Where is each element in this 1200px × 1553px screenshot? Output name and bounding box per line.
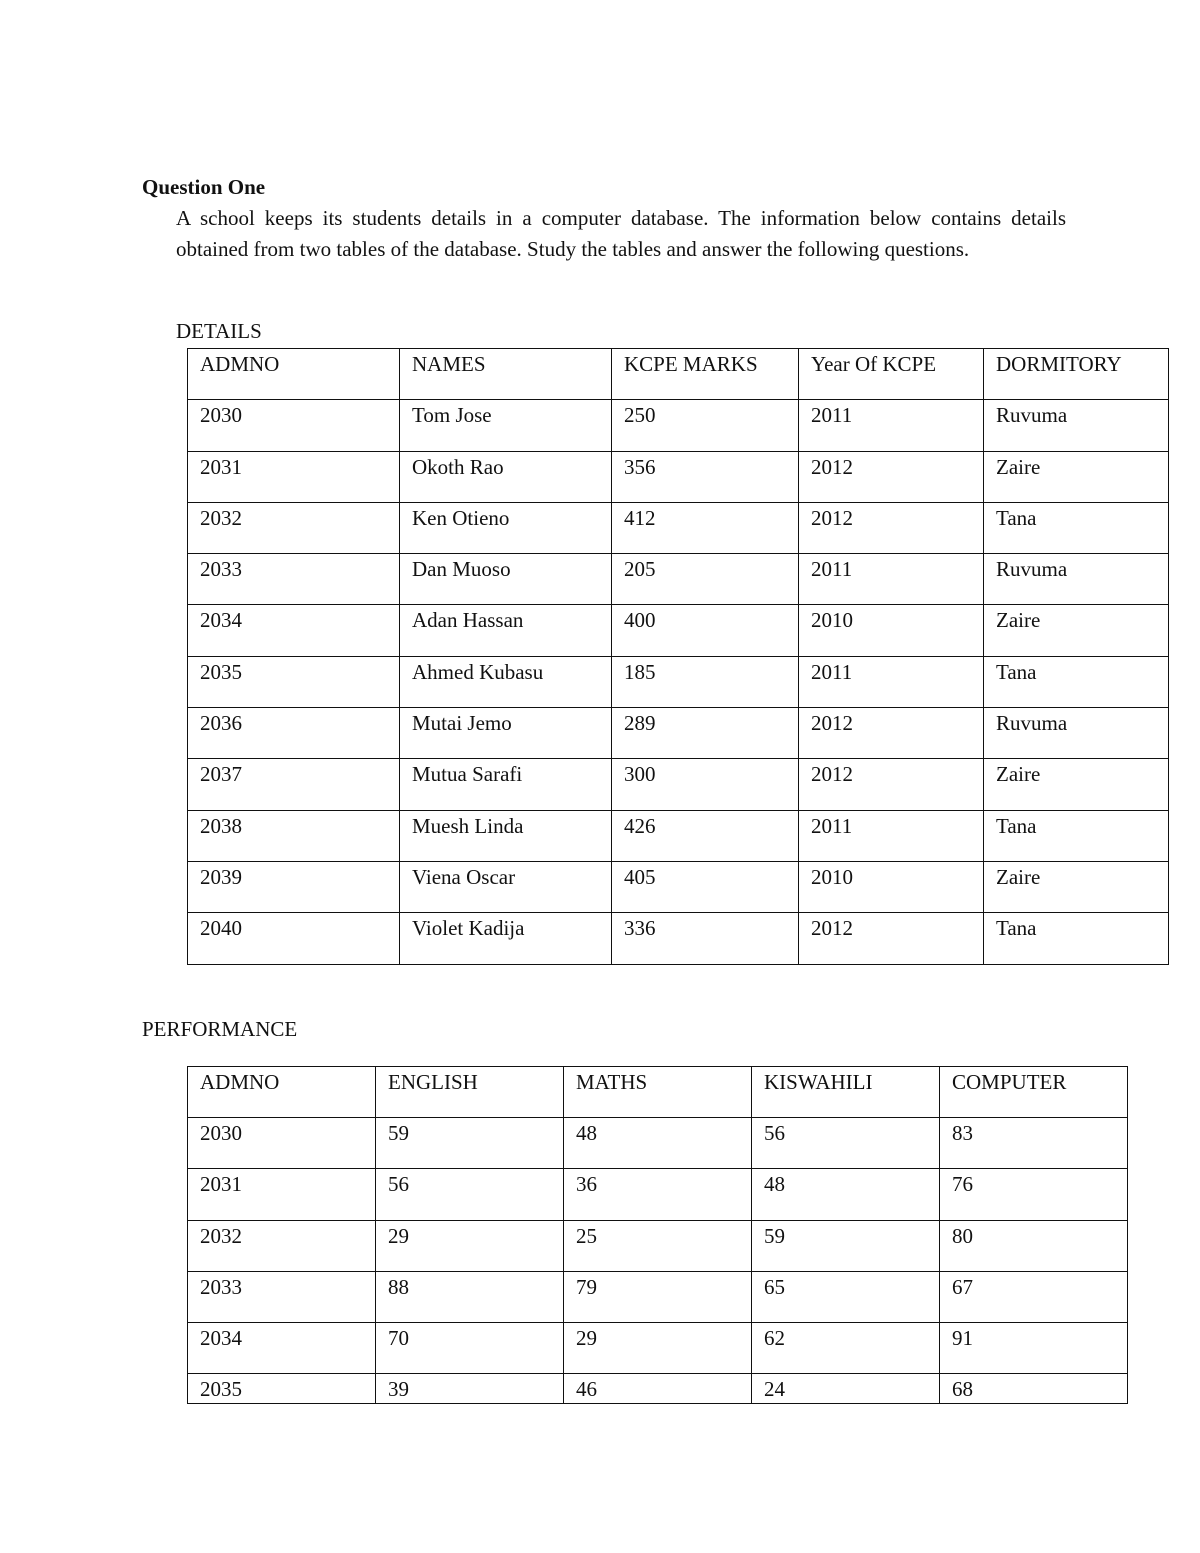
table-cell: 2040 bbox=[188, 913, 400, 964]
table-cell: 2036 bbox=[188, 708, 400, 759]
table-cell: 2012 bbox=[799, 502, 984, 553]
table-row bbox=[188, 913, 1169, 964]
table-cell: 250 bbox=[612, 400, 799, 451]
details-header-cell: KCPE MARKS bbox=[612, 349, 799, 400]
table-row bbox=[188, 400, 1169, 451]
table-cell: 24 bbox=[752, 1374, 940, 1404]
table-cell: 59 bbox=[376, 1118, 564, 1169]
table-cell: 56 bbox=[376, 1169, 564, 1220]
table-cell: 2030 bbox=[188, 400, 400, 451]
table-cell: 2011 bbox=[799, 400, 984, 451]
table-cell: 2038 bbox=[188, 810, 400, 861]
table-cell: 2012 bbox=[799, 759, 984, 810]
table-cell: 2011 bbox=[799, 656, 984, 707]
table-cell: Tana bbox=[984, 810, 1169, 861]
table-cell: Tom Jose bbox=[400, 400, 612, 451]
table-cell: 356 bbox=[612, 451, 799, 502]
details-table-caption: DETAILS bbox=[176, 319, 262, 343]
table-cell: Mutai Jemo bbox=[400, 708, 612, 759]
table-cell: 289 bbox=[612, 708, 799, 759]
table-cell: Tana bbox=[984, 913, 1169, 964]
table-cell: 91 bbox=[940, 1322, 1128, 1373]
table-cell: 2034 bbox=[188, 605, 400, 656]
table-cell: Tana bbox=[984, 502, 1169, 553]
table-cell: 29 bbox=[564, 1322, 752, 1373]
performance-header-cell: KISWAHILI bbox=[752, 1067, 940, 1118]
table-cell: 2012 bbox=[799, 913, 984, 964]
table-cell: 336 bbox=[612, 913, 799, 964]
table-cell: 36 bbox=[564, 1169, 752, 1220]
table-cell: 39 bbox=[376, 1374, 564, 1404]
table-cell: 412 bbox=[612, 502, 799, 553]
table-cell: 68 bbox=[940, 1374, 1128, 1404]
performance-header-cell: ENGLISH bbox=[376, 1067, 564, 1118]
table-cell: 79 bbox=[564, 1271, 752, 1322]
table-row bbox=[188, 759, 1169, 810]
details-header-cell: NAMES bbox=[400, 349, 612, 400]
table-cell: 300 bbox=[612, 759, 799, 810]
details-table bbox=[187, 348, 1169, 965]
table-cell: 2012 bbox=[799, 451, 984, 502]
table-cell: 48 bbox=[752, 1169, 940, 1220]
table-cell: 2030 bbox=[188, 1118, 376, 1169]
table-cell: 83 bbox=[940, 1118, 1128, 1169]
table-row bbox=[188, 1169, 1128, 1220]
table-row bbox=[188, 1220, 1128, 1271]
table-row bbox=[188, 1374, 1128, 1404]
table-cell: 2035 bbox=[188, 1374, 376, 1404]
table-cell: 2034 bbox=[188, 1322, 376, 1373]
table-cell: Zaire bbox=[984, 605, 1169, 656]
table-cell: Ruvuma bbox=[984, 708, 1169, 759]
table-cell: Zaire bbox=[984, 861, 1169, 912]
table-cell: 2032 bbox=[188, 1220, 376, 1271]
table-cell: 59 bbox=[752, 1220, 940, 1271]
table-cell: 65 bbox=[752, 1271, 940, 1322]
table-row bbox=[188, 810, 1169, 861]
table-cell: 2010 bbox=[799, 605, 984, 656]
table-cell: 2010 bbox=[799, 861, 984, 912]
question-title: Question One bbox=[142, 175, 266, 199]
table-cell: 67 bbox=[940, 1271, 1128, 1322]
table-row bbox=[188, 861, 1169, 912]
details-header-cell: Year Of KCPE bbox=[799, 349, 984, 400]
table-cell: Viena Oscar bbox=[400, 861, 612, 912]
table-cell: Zaire bbox=[984, 451, 1169, 502]
table-row bbox=[188, 451, 1169, 502]
table-cell: Okoth Rao bbox=[400, 451, 612, 502]
table-cell: 56 bbox=[752, 1118, 940, 1169]
table-row bbox=[188, 554, 1169, 605]
details-header-cell: ADMNO bbox=[188, 349, 400, 400]
table-cell: 185 bbox=[612, 656, 799, 707]
table-cell: 2037 bbox=[188, 759, 400, 810]
table-cell: 29 bbox=[376, 1220, 564, 1271]
table-cell: 2033 bbox=[188, 1271, 376, 1322]
table-cell: 76 bbox=[940, 1169, 1128, 1220]
table-cell: 2033 bbox=[188, 554, 400, 605]
table-cell: Ahmed Kubasu bbox=[400, 656, 612, 707]
details-header-cell: DORMITORY bbox=[984, 349, 1169, 400]
table-cell: Violet Kadija bbox=[400, 913, 612, 964]
table-cell: 426 bbox=[612, 810, 799, 861]
details-header-row bbox=[188, 349, 1169, 400]
table-cell: 70 bbox=[376, 1322, 564, 1373]
performance-header-row bbox=[188, 1067, 1128, 1118]
table-row bbox=[188, 1118, 1128, 1169]
table-row bbox=[188, 1271, 1128, 1322]
performance-header-cell: ADMNO bbox=[188, 1067, 376, 1118]
table-cell: 2032 bbox=[188, 502, 400, 553]
table-row bbox=[188, 656, 1169, 707]
table-row bbox=[188, 708, 1169, 759]
performance-header-cell: COMPUTER bbox=[940, 1067, 1128, 1118]
performance-table-caption: PERFORMANCE bbox=[142, 1017, 298, 1041]
table-cell: 62 bbox=[752, 1322, 940, 1373]
table-cell: Zaire bbox=[984, 759, 1169, 810]
table-cell: 2012 bbox=[799, 708, 984, 759]
table-cell: 2011 bbox=[799, 554, 984, 605]
table-cell: 400 bbox=[612, 605, 799, 656]
table-cell: 205 bbox=[612, 554, 799, 605]
table-row bbox=[188, 1322, 1128, 1373]
table-cell: 48 bbox=[564, 1118, 752, 1169]
table-cell: Ruvuma bbox=[984, 400, 1169, 451]
table-cell: 25 bbox=[564, 1220, 752, 1271]
table-cell: 2011 bbox=[799, 810, 984, 861]
table-row bbox=[188, 605, 1169, 656]
table-cell: 2031 bbox=[188, 451, 400, 502]
performance-table bbox=[187, 1066, 1128, 1404]
table-cell: 2039 bbox=[188, 861, 400, 912]
table-cell: Tana bbox=[984, 656, 1169, 707]
table-cell: Muesh Linda bbox=[400, 810, 612, 861]
table-cell: Mutua Sarafi bbox=[400, 759, 612, 810]
table-cell: Dan Muoso bbox=[400, 554, 612, 605]
table-cell: 80 bbox=[940, 1220, 1128, 1271]
table-cell: Ruvuma bbox=[984, 554, 1169, 605]
table-cell: 46 bbox=[564, 1374, 752, 1404]
table-cell: Adan Hassan bbox=[400, 605, 612, 656]
question-text: A school keeps its students details in a computer database. The information below contains details obtained from two tables of the database. Study the tables and answer the following questions. bbox=[176, 206, 1066, 261]
performance-header-cell: MATHS bbox=[564, 1067, 752, 1118]
table-cell: 2031 bbox=[188, 1169, 376, 1220]
table-row bbox=[188, 502, 1169, 553]
table-cell: Ken Otieno bbox=[400, 502, 612, 553]
table-cell: 88 bbox=[376, 1271, 564, 1322]
table-cell: 405 bbox=[612, 861, 799, 912]
table-cell: 2035 bbox=[188, 656, 400, 707]
